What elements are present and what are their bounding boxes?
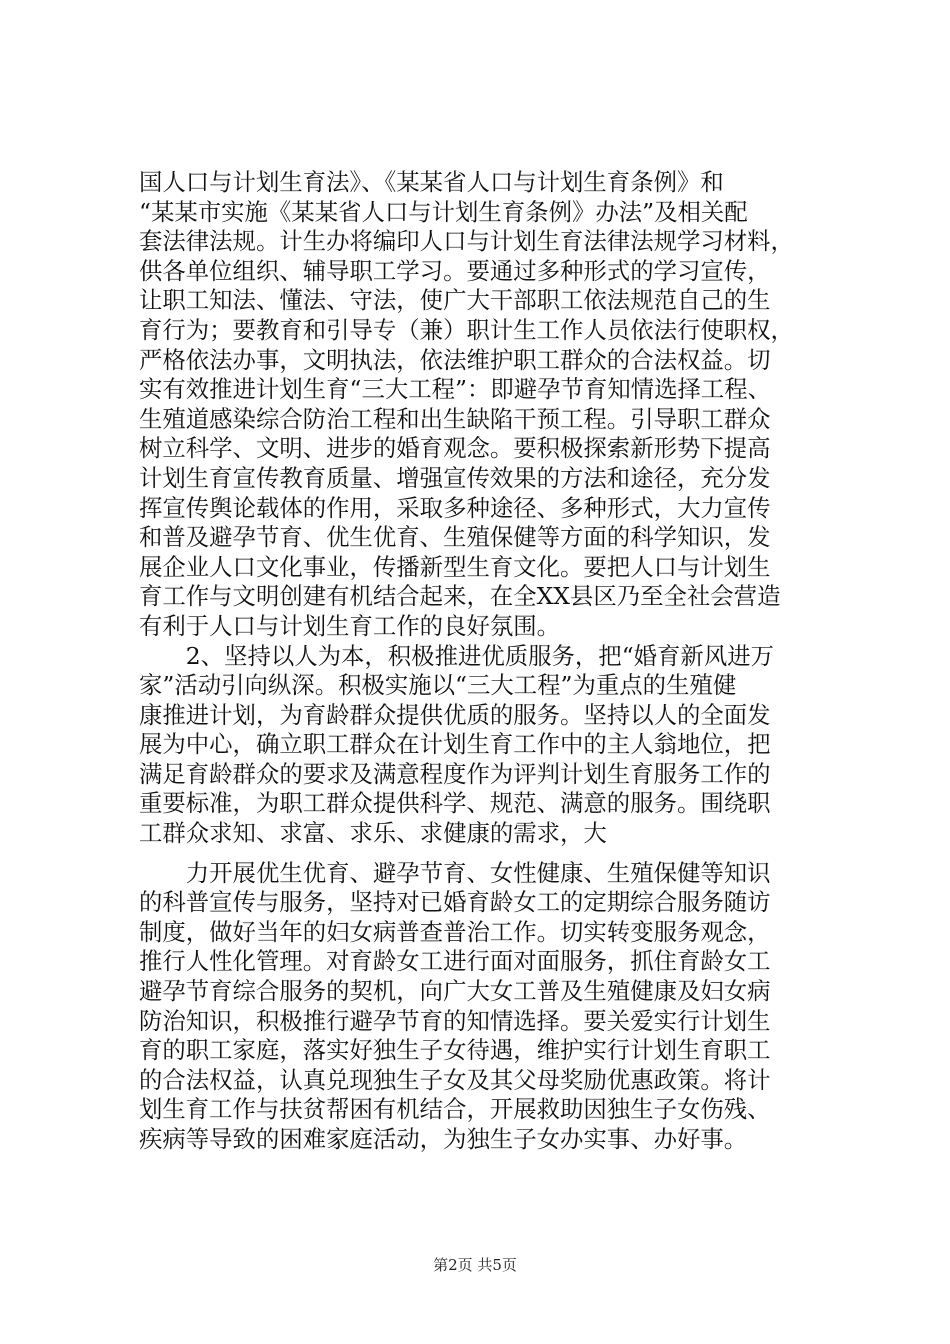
text-line: 重要标准，为职工群众提供科学、规范、满意的服务。围绕职 — [139, 789, 771, 818]
text-line: 制度，做好当年的妇女病普查普治工作。切实转变服务观念， — [139, 917, 771, 946]
text-line: 工群众求知、求富、求乐、求健康的需求，大 — [139, 819, 607, 848]
text-line: 疾病等导致的困难家庭活动，为独生子女办实事、办好事。 — [139, 1125, 748, 1153]
text-line: 和普及避孕节育、优生优育、生殖保健等方面的科学知识，发 — [139, 523, 771, 552]
text-line: 严格依法办事，文明执法，依法维护职工群众的合法权益。切 — [139, 345, 771, 374]
text-line: 实有效推进计划生育“三大工程”：即避孕节育知情选择工程、 — [139, 375, 772, 404]
text-line: 计划生育宣传教育质量、增强宣传效果的方法和途径，充分发 — [139, 463, 771, 492]
text-line: 的科普宣传与服务，坚持对已婚育龄女工的定期综合服务随访 — [139, 888, 771, 917]
text-line: 让职工知法、懂法、守法，使广大干部职工依法规范自己的生 — [139, 286, 771, 315]
text-line: 育行为；要教育和引导专（兼）职计生工作人员依法行使职权， — [139, 315, 794, 344]
text-line: 树立科学、文明、进步的婚育观念。要积极探索新形势下提高 — [139, 434, 771, 463]
text-line: 防治知识，积极推行避孕节育的知情选择。要关爱实行计划生 — [139, 1006, 771, 1035]
text-line: 家”活动引向纵深。积极实施以“三大工程”为重点的生殖健 — [139, 671, 737, 700]
text-line: 的合法权益，认真兑现独生子女及其父母奖励优惠政策。将计 — [139, 1065, 771, 1094]
text-line: 育工作与文明创建有机结合起来，在全XX县区乃至全社会营造 — [139, 582, 781, 611]
document-body — [139, 168, 819, 1155]
text-line: 推行人性化管理。对育龄女工进行面对面服务，抓住育龄女工 — [139, 947, 771, 976]
text-line: 育的职工家庭，落实好独生子女待遇，维护实行计划生育职工 — [139, 1036, 771, 1065]
text-line: 划生育工作与扶贫帮困有机结合，开展救助因独生子女伤残、 — [139, 1095, 771, 1124]
text-line: 展为中心，确立职工群众在计划生育工作中的主人翁地位，把 — [139, 730, 771, 759]
text-line: 避孕节育综合服务的契机，向广大女工普及生殖健康及妇女病 — [139, 977, 771, 1006]
text-line: 2、坚持以人为本，积极推进优质服务，把“婚育新风进万 — [139, 641, 774, 670]
text-line: 满足育龄群众的要求及满意程度作为评判计划生育服务工作的 — [139, 759, 771, 788]
text-line: “某某市实施《某某省人口与计划生育条例》办法”及相关配 — [139, 197, 748, 226]
text-line: 套法律法规。计生办将编印人口与计划生育法律法规学习材料， — [139, 227, 794, 256]
text-line: 有利于人口与计划生育工作的良好氛围。 — [139, 611, 561, 640]
text-line: 供各单位组织、辅导职工学习。要通过多种形式的学习宣传， — [139, 256, 771, 285]
page-footer: 第2页 共5页 — [433, 1256, 517, 1274]
text-line: 挥宣传舆论载体的作用，采取多种途径、多种形式，大力宣传 — [139, 493, 771, 522]
text-line: 国人口与计划生育法》、《某某省人口与计划生育条例》和 — [139, 168, 724, 196]
paragraph-gap — [139, 849, 819, 859]
text-line: 康推进计划，为育龄群众提供优质的服务。坚持以人的全面发 — [139, 700, 771, 729]
text-line: 生殖道感染综合防治工程和出生缺陷干预工程。引导职工群众 — [139, 404, 771, 433]
text-line: 力开展优生优育、避孕节育、女性健康、生殖保健等知识 — [139, 858, 771, 887]
text-line: 展企业人口文化事业，传播新型生育文化。要把人口与计划生 — [139, 552, 771, 581]
